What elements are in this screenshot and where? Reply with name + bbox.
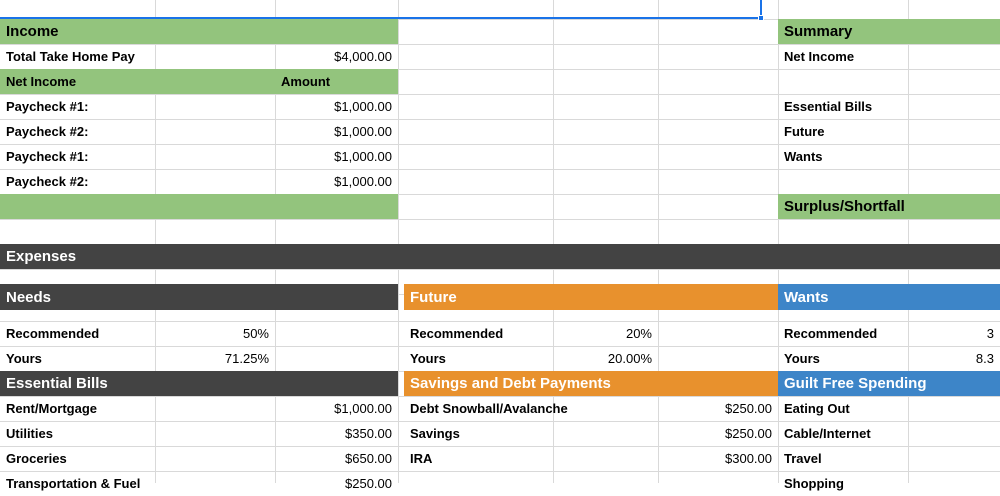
future-item-label[interactable]: Debt Snowball/Avalanche — [410, 401, 568, 416]
wants-recommended-label[interactable]: Recommended — [784, 326, 878, 341]
selection-range — [0, 0, 762, 19]
future-header[interactable]: Future — [404, 284, 778, 310]
wants-item-label[interactable]: Eating Out — [784, 401, 850, 416]
gridline — [0, 219, 1000, 220]
income-header[interactable]: Income — [0, 19, 398, 44]
summary-row-value[interactable] — [908, 69, 1000, 94]
future-subheader[interactable]: Savings and Debt Payments — [404, 371, 778, 396]
selection-fill-handle[interactable] — [758, 15, 764, 21]
wants-item-label[interactable]: Shopping — [784, 476, 844, 491]
wants-item-value[interactable] — [908, 396, 1000, 421]
needs-subheader[interactable]: Essential Bills — [0, 371, 398, 396]
income-row-value[interactable]: $1,000.00 — [334, 99, 392, 114]
needs-item-label[interactable]: Utilities — [6, 426, 53, 441]
summary-header[interactable]: Summary — [778, 19, 1000, 44]
future-item-value[interactable]: $250.00 — [725, 426, 772, 441]
needs-item-value[interactable]: $250.00 — [345, 476, 392, 491]
future-item-value[interactable]: $300.00 — [725, 451, 772, 466]
needs-recommended-label[interactable]: Recommended — [6, 326, 100, 341]
income-row-value[interactable]: $1,000.00 — [334, 149, 392, 164]
wants-item-value[interactable] — [908, 421, 1000, 446]
needs-item-label[interactable]: Groceries — [6, 451, 67, 466]
needs-yours-value[interactable]: 71.25% — [224, 351, 269, 366]
needs-item-label[interactable]: Rent/Mortgage — [6, 401, 97, 416]
income-row-value[interactable]: Amount — [275, 69, 398, 94]
needs-item-value[interactable]: $1,000.00 — [334, 401, 392, 416]
income-row-value[interactable]: $4,000.00 — [334, 49, 392, 64]
income-row-label[interactable]: Net Income — [0, 69, 275, 94]
income-row-value[interactable]: $1,000.00 — [334, 124, 392, 139]
summary-footer[interactable]: Surplus/Shortfall — [778, 194, 1000, 219]
needs-recommended-value[interactable]: 50% — [242, 326, 269, 341]
needs-yours-label[interactable]: Yours — [6, 351, 42, 366]
needs-header[interactable]: Needs — [0, 284, 398, 310]
income-footer-band[interactable] — [0, 194, 398, 219]
wants-recommended-value[interactable]: 3 — [986, 326, 994, 341]
gridline — [0, 269, 1000, 270]
summary-row-label[interactable]: Future — [784, 124, 825, 139]
needs-item-value[interactable]: $350.00 — [345, 426, 392, 441]
wants-item-label[interactable]: Travel — [784, 451, 822, 466]
summary-row-label[interactable] — [778, 69, 908, 94]
needs-item-label[interactable]: Transportation & Fuel — [6, 476, 141, 491]
summary-row-value[interactable] — [908, 144, 1000, 169]
future-recommended-value[interactable]: 20% — [625, 326, 652, 341]
income-row-label[interactable]: Paycheck #2: — [6, 124, 89, 139]
expenses-header[interactable]: Expenses — [0, 244, 1000, 269]
income-row-label[interactable]: Paycheck #2: — [6, 174, 89, 189]
future-yours-value[interactable]: 20.00% — [607, 351, 652, 366]
wants-item-value[interactable] — [908, 446, 1000, 471]
income-row-label[interactable]: Total Take Home Pay — [6, 49, 135, 64]
summary-row-value[interactable] — [908, 119, 1000, 144]
income-row-value[interactable]: $1,000.00 — [334, 174, 392, 189]
gridline — [398, 0, 399, 483]
wants-yours-value[interactable]: 8.3 — [975, 351, 994, 366]
future-yours-label[interactable]: Yours — [410, 351, 446, 366]
wants-header[interactable]: Wants — [778, 284, 1000, 310]
wants-item-label[interactable]: Cable/Internet — [784, 426, 871, 441]
income-row-label[interactable]: Paycheck #1: — [6, 149, 89, 164]
wants-yours-label[interactable]: Yours — [784, 351, 820, 366]
summary-row-value[interactable] — [908, 94, 1000, 119]
needs-item-value[interactable]: $650.00 — [345, 451, 392, 466]
wants-item-value[interactable] — [908, 471, 1000, 496]
future-item-label[interactable]: Savings — [410, 426, 460, 441]
future-item-value[interactable]: $250.00 — [725, 401, 772, 416]
summary-row-value[interactable] — [908, 44, 1000, 69]
summary-row-label[interactable]: Essential Bills — [784, 99, 873, 114]
future-recommended-label[interactable]: Recommended — [410, 326, 504, 341]
wants-subheader[interactable]: Guilt Free Spending — [778, 371, 1000, 396]
summary-row-label[interactable]: Net Income — [784, 49, 855, 64]
income-row-label[interactable]: Paycheck #1: — [6, 99, 89, 114]
summary-row-label[interactable]: Wants — [784, 149, 823, 164]
future-item-label[interactable]: IRA — [410, 451, 433, 466]
